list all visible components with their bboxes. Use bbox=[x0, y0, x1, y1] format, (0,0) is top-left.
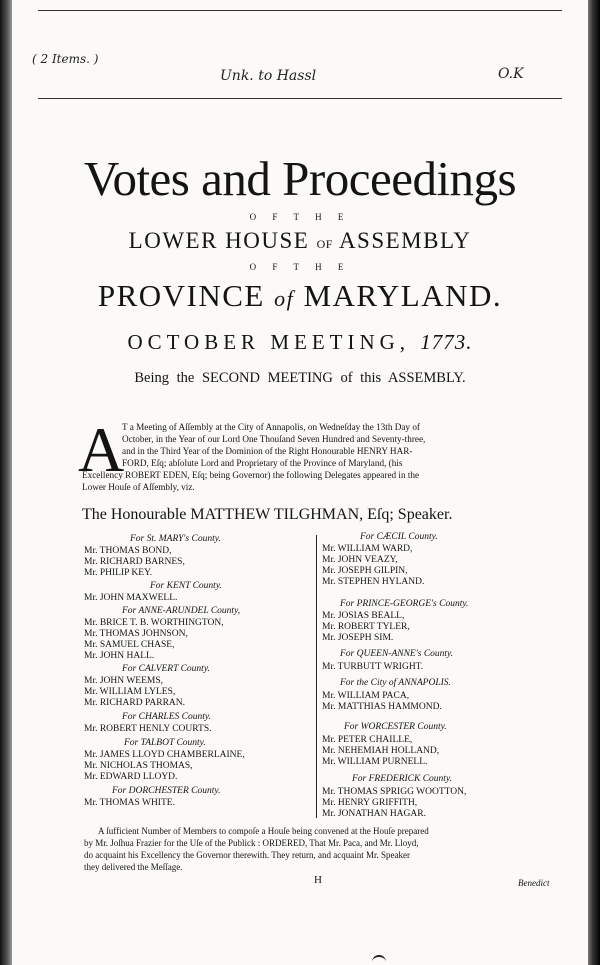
delegate-entry: Mr. WILLIAM WARD, bbox=[322, 544, 413, 554]
closing-line-1: A ſufficient Number of Members to compoſe a Houſe being convened at the Houſe prepared bbox=[98, 826, 429, 836]
county-heading: For FREDERICK County. bbox=[352, 774, 453, 784]
closing-line-2: by Mr. Joſhua Frazier for the Uſe of the Publick : ORDERED, That Mr. Paca, and Mr. Lloyd, bbox=[84, 838, 419, 848]
county-heading: For KENT County. bbox=[150, 581, 222, 591]
delegate-entry: Mr. SAMUEL CHASE, bbox=[84, 640, 175, 650]
speaker-line: The Honourable MATTHEW TILGHMAN, Eſq; Speaker. bbox=[82, 506, 453, 523]
delegate-entry: Mr. NEHEMIAH HOLLAND, bbox=[322, 746, 440, 756]
top-rule-lower bbox=[38, 98, 562, 99]
delegate-entry: Mr. ROBERT TYLER, bbox=[322, 622, 410, 632]
intro-line-3: and in the Third Year of the Dominion of the Right Honourable HENRY HAR- bbox=[122, 446, 413, 456]
meeting-year: 1773. bbox=[420, 330, 473, 354]
document-title: Votes and Proceedings bbox=[83, 151, 517, 206]
delegate-entry: Mr. JOHN MAXWELL. bbox=[84, 593, 178, 603]
delegate-entry: Mr. JOSEPH SIM. bbox=[322, 633, 394, 643]
delegate-entry: Mr. ROBERT HENLY COURTS. bbox=[84, 724, 212, 734]
delegate-entry: Mr. JONATHAN HAGAR. bbox=[322, 809, 426, 819]
of-text: OF bbox=[316, 237, 333, 251]
meeting-subtitle: Being the SECOND MEETING of this ASSEMBLY. bbox=[134, 370, 466, 386]
province-of-text: of bbox=[274, 286, 295, 311]
intro-line-6: Lower Houſe of Aſſembly, viz. bbox=[82, 482, 195, 492]
top-rule bbox=[38, 10, 562, 11]
county-heading: For CALVERT County. bbox=[122, 664, 210, 674]
delegate-entry: Mr. MATTHIAS HAMMOND. bbox=[322, 702, 442, 712]
county-heading: For ANNE-ARUNDEL County, bbox=[122, 606, 241, 616]
catchword: Benedict bbox=[518, 878, 550, 888]
scan-artifact bbox=[372, 955, 386, 963]
county-heading: For St. MARY's County. bbox=[130, 534, 221, 544]
lower-house-heading bbox=[12, 228, 588, 254]
delegate-entry: Mr. JAMES LLOYD CHAMBERLAINE, bbox=[84, 750, 245, 760]
drop-cap: A bbox=[78, 414, 125, 485]
delegate-entry: Mr. TURBUTT WRIGHT. bbox=[322, 662, 424, 672]
delegate-entry: Mr. JOHN VEAZY, bbox=[322, 555, 398, 565]
intro-line-4: FORD, Eſq; abſolute Lord and Proprietary of the Province of Maryland, (his bbox=[122, 458, 403, 468]
county-heading: For PRINCE-GEORGE's County. bbox=[340, 599, 469, 609]
county-heading: For the City of ANNAPOLIS. bbox=[340, 678, 451, 688]
county-heading: For DORCHESTER County. bbox=[112, 786, 221, 796]
intro-line-5: Excellency ROBERT EDEN, Eſq; being Governor) the following Delegates appeared in the bbox=[82, 470, 420, 480]
province-heading bbox=[12, 278, 588, 314]
county-heading: For QUEEN-ANNE's County. bbox=[340, 649, 454, 659]
delegate-entry: Mr. JOSIAS BEALL, bbox=[322, 611, 405, 621]
closing-line-3: do acquaint his Excellency the Governor therewith. They return, and acquaint Mr. Speaker bbox=[84, 850, 410, 860]
delegate-entry: Mr. RICHARD BARNES, bbox=[84, 557, 185, 567]
delegate-entry: Mr. PHILIP KEY. bbox=[84, 568, 153, 578]
county-heading: For WORCESTER County. bbox=[344, 722, 447, 732]
maryland-text: MARYLAND. bbox=[303, 278, 503, 313]
county-heading: For CHARLES County. bbox=[122, 712, 211, 722]
delegate-entry: Mr. WILLIAM LYLES, bbox=[84, 687, 176, 697]
delegate-entry: Mr. HENRY GRIFFITH, bbox=[322, 798, 418, 808]
delegate-entry: Mr. STEPHEN HYLAND. bbox=[322, 577, 425, 587]
document-page bbox=[12, 0, 588, 965]
delegate-entry: Mr. JOHN WEEMS, bbox=[84, 676, 163, 686]
closing-line-4: they delivered the Meſſage. bbox=[84, 862, 183, 872]
delegate-entry: Mr. WILLIAM PACA, bbox=[322, 691, 410, 701]
signature-mark: H bbox=[314, 874, 322, 886]
intro-line-2: October, in the Year of our Lord One Thouſand Seven Hundred and Seventy-three, bbox=[122, 434, 426, 444]
delegate-entry: Mr. EDWARD LLOYD. bbox=[84, 772, 178, 782]
province-text: PROVINCE bbox=[97, 278, 265, 313]
delegate-entry: Mr. THOMAS SPRIGG WOOTTON, bbox=[322, 787, 467, 797]
page-edge-left bbox=[0, 0, 12, 965]
lower-house-text: LOWER HOUSE bbox=[128, 228, 310, 253]
of-the-line-1: O F T H E bbox=[249, 212, 351, 222]
intro-line-1: T a Meeting of Aſſembly at the City of Annapolis, on Wedneſday the 13th Day of bbox=[122, 422, 420, 432]
assembly-text: ASSEMBLY bbox=[338, 228, 472, 253]
delegate-entry: Mr. PETER CHAILLE, bbox=[322, 735, 413, 745]
delegate-entry: Mr. THOMAS BOND, bbox=[84, 546, 172, 556]
meeting-text: OCTOBER MEETING, bbox=[127, 330, 411, 354]
handwritten-items-note: ( 2 Items. ) bbox=[32, 52, 99, 66]
of-the-line-2: O F T H E bbox=[249, 262, 351, 272]
delegate-entry: Mr. RICHARD PARRAN. bbox=[84, 698, 186, 708]
delegate-entry: Mr. THOMAS JOHNSON, bbox=[84, 629, 188, 639]
delegate-entry: Mr. BRICE T. B. WORTHINGTON, bbox=[84, 618, 224, 628]
delegate-entry: Mr. THOMAS WHITE. bbox=[84, 798, 175, 808]
delegate-entry: Mr. JOSEPH GILPIN, bbox=[322, 566, 408, 576]
meeting-heading bbox=[12, 330, 588, 355]
county-heading: For TALBOT County. bbox=[124, 738, 206, 748]
column-divider bbox=[316, 535, 317, 818]
handwritten-note: Unk. to Hassl bbox=[220, 68, 317, 84]
handwritten-ok: O.K bbox=[498, 66, 524, 82]
page-edge-right bbox=[588, 0, 600, 965]
county-heading: For CÆCIL County. bbox=[360, 532, 438, 542]
delegate-entry: Mr. NICHOLAS THOMAS, bbox=[84, 761, 193, 771]
delegate-entry: Mr. JOHN HALL. bbox=[84, 651, 155, 661]
delegate-entry: Mr. WILLIAM PURNELL. bbox=[322, 757, 428, 767]
